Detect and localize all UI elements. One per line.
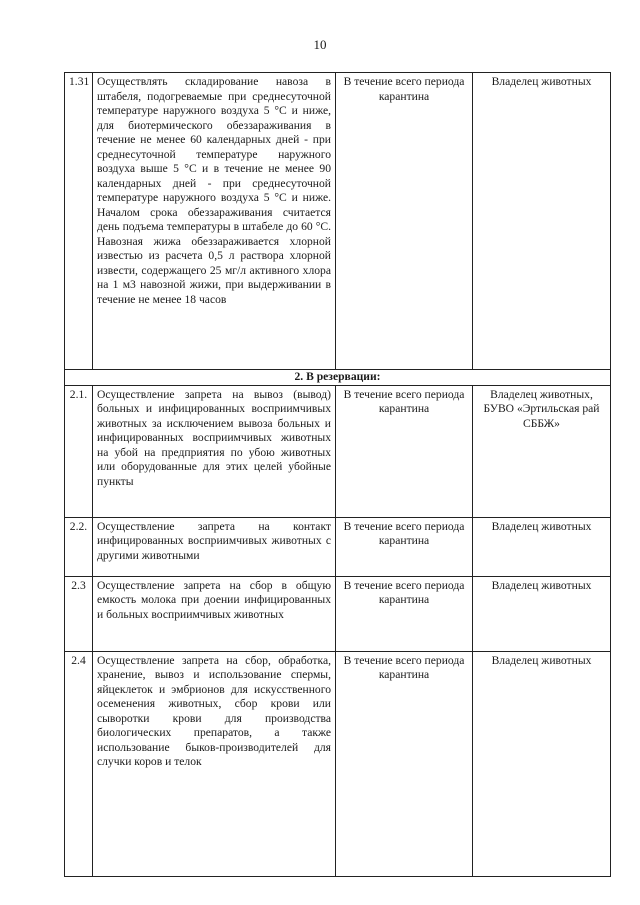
row-number: 2.4: [65, 651, 93, 876]
row-responsible: Владелец животных: [473, 651, 611, 876]
row-action: Осуществление запрета на сбор, обработка, хранение, вывоз и использование спермы, яйцеклеток и эмбрионов для искусственного осеменения животных, сбор крови или сыворотки крови для производства биологических препаратов, а также использование быков-производителей для случки коров и телок: [93, 651, 336, 876]
section-title: 2. В резервации:: [65, 370, 611, 386]
row-term: В течение всего периода карантина: [336, 385, 473, 517]
row-term: В течение всего периода карантина: [336, 576, 473, 651]
table-row: [65, 576, 611, 651]
row-action: Осуществление запрета на контакт инфицированных восприимчивых животных с другими животными: [93, 517, 336, 576]
row-responsible: Владелец животных, БУВО «Эртильская рай СББЖ»: [473, 385, 611, 517]
page-number: 10: [313, 37, 327, 52]
table-row: [65, 385, 611, 517]
row-term: В течение всего периода карантина: [336, 73, 473, 370]
row-number: 1.31: [65, 73, 93, 370]
row-number: 2.1.: [65, 385, 93, 517]
section-row: [65, 370, 611, 386]
row-number: 2.2.: [65, 517, 93, 576]
row-term: В течение всего периода карантина: [336, 517, 473, 576]
measures-table: [64, 72, 611, 877]
table-row: [65, 73, 611, 370]
row-action: Осуществление запрета на вывоз (вывод) больных и инфицированных восприимчивых животных за исключением вывоза больных и инфицированных восприимчивых животных на убой на предприятия по убою животных или оборудованные для этих целей убойные пункты: [93, 385, 336, 517]
row-action: Осуществление запрета на сбор в общую емкость молока при доении инфицированных и больных восприимчивых животных: [93, 576, 336, 651]
table-row: [65, 651, 611, 876]
row-action: Осуществлять складирование навоза в штабеля, подогреваемые при среднесуточной температуре наружного воздуха 5 °С и ниже, для биотермического обеззараживания в течение не менее 60 календарных дней - при среднесуточной температуре наружного воздуха выше 5 °С и в течение не менее 90 календарных дней - при среднесуточной температуре наружного воздуха 5 °С и ниже. Началом срока обеззараживания считается день подъема температуры в штабеле до 60 °С. Навозная жижа обеззараживается хлорной известью из расчета 0,5 л раствора хлорной извести, содержащего 25 мг/л активного хлора на 1 м3 навозной жижи, при выдерживании в течение не менее 18 часов: [93, 73, 336, 370]
row-responsible: Владелец животных: [473, 576, 611, 651]
row-responsible: Владелец животных: [473, 73, 611, 370]
row-number: 2.3: [65, 576, 93, 651]
table-row: [65, 517, 611, 576]
row-responsible: Владелец животных: [473, 517, 611, 576]
row-term: В течение всего периода карантина: [336, 651, 473, 876]
